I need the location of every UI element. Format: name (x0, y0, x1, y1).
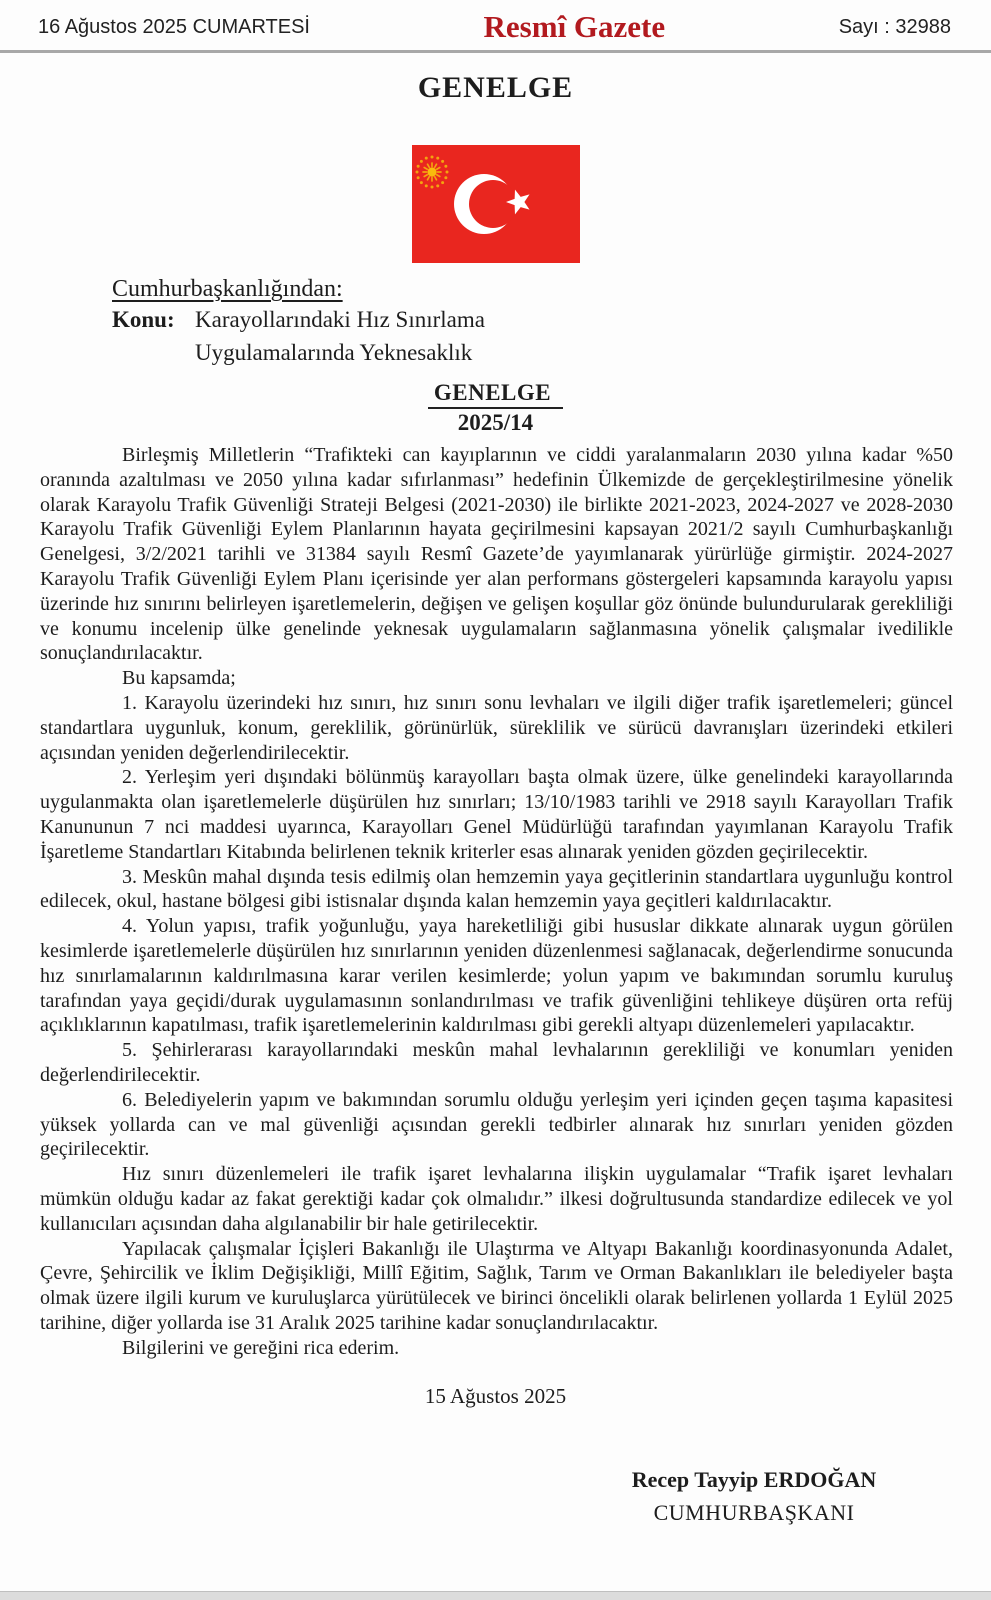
paragraph-item-4: 4. Yolun yapısı, trafik yoğunluğu, yaya hareketliliği gibi hususlar dikkate alınarak uygun görülen kesimlerde işaretlemelerle düşürülen hız sınırlarının yeniden düzenlenmesi sağlanacak, değerlendirme sonucunda hız sınırlamalarının kaldırılmasına karar verilen kesimlerde; yolun yapım ve bakımından sorumlu kuruluş tarafından yaya geçidi/durak uygulamasının sonlandırılması ve trafik güvenliğini tehlikeye düşüren orta refüj açıklıklarının kapatılması, trafik işaretlemelerinin kaldırılması gibi gerekli altyapı düzenlemeleri yapılacaktır. (40, 915, 953, 1037)
paragraph-closing: Bilgilerini ve gereğini rica ederim. (122, 1336, 400, 1359)
signer-name: Recep Tayyip ERDOĞAN (631, 1467, 877, 1493)
subject-line-2: Uygulamalarında Yeknesaklık (195, 340, 473, 365)
issuer-line: Cumhurbaşkanlığından: (112, 276, 343, 302)
scan-edge-bar (0, 1591, 991, 1600)
turkish-flag-icon (412, 145, 580, 263)
paragraph-item-5: 5. Şehirlerarası karayollarındaki meskûn mahal levhalarının gerekliliği ve konumları yeniden değerlendirilecektir. (40, 1039, 953, 1086)
subject-row (112, 307, 991, 333)
signer-title: CUMHURBAŞKANI (653, 1500, 855, 1526)
circular-heading (0, 380, 991, 409)
paragraph-coordination: Yapılacak çalışmalar İçişleri Bakanlığı ile Ulaştırma ve Altyapı Bakanlığı koordinasyonunda Adalet, Çevre, Şehircilik ve İklim Değişikliği, Millî Eğitim, Sağlık, Tarım ve Orman Bakanlıkları ile belediyeler başta olmak üzere ilgili kurum ve kuruluşlarca yürütülecek ve birinci öncelikli olarak belirlenen yollarda 1 Eylül 2025 tarihine, diğer yollarda ise 31 Aralık 2025 tarihine kadar sonuçlandırılacaktır. (40, 1237, 953, 1334)
subject-label: Konu: (112, 307, 175, 332)
signature-block (574, 1467, 934, 1526)
subject-line-1: Karayollarındaki Hız Sınırlama (195, 307, 485, 332)
paragraph-item-3: 3. Meskûn mahal dışında tesis edilmiş olan hemzemin yaya geçitlerinin standartlara uygunluğu kontrol edilecek, okul, hastane bölgesi gibi istisnalar dışında kalan hemzemin yaya geçitleri kaldırılacaktır. (40, 865, 953, 913)
flag-container (0, 145, 991, 263)
signature-date: 15 Ağustos 2025 (424, 1384, 567, 1409)
paragraph-signs-principle: Hız sınırı düzenlemeleri ile trafik işaret levhalarına ilişkin uygulamalar “Trafik işaret levhaları mümkün olduğu kadar az fakat gerektiği kadar çok olmalıdır.” ilkesi doğrultusunda standardize edilecek ve yol kullanıcıları açısından daha algılanabilir bir hale getirilecektir. (40, 1163, 953, 1235)
paragraph-item-6: 6. Belediyelerin yapım ve bakımından sorumlu olduğu yerleşim yeri içinden geçen taşıma kapasitesi yüksek yollarda can ve mal güvenliği açısından gerekli tedbirler alınarak hız sınırları yeniden gözden geçirilecektir. (40, 1088, 953, 1161)
paragraph-item-1: 1. Karayolu üzerindeki hız sınırı, hız sınırı sonu levhaları ve ilgili diğer trafik işaretlemeleri; güncel standartlara uygunluk, konum, gereklilik, görünürlük, süreklilik ve sürücü davranışları üzerindeki etkileri açısından yeniden değerlendirilecektir. (40, 691, 953, 764)
circular-title: GENELGE (428, 380, 563, 409)
paragraph-item-2: 2. Yerleşim yeri dışındaki bölünmüş karayolları başta olmak üzere, ülke genelindeki karayollarında uygulanmakta olan işaretlemelerle düşürülen hız sınırları; 13/10/1983 tarihli ve 2918 sayılı Karayolları Trafik Kanununun 7 nci maddesi uyarınca, Karayolları Genel Müdürlüğü tarafından yayımlanan Karayolu Trafik İşaretleme Standartları Kitabında belirlenen teknik kriterler esas alınarak yeniden gözden geçirilecektir. (40, 766, 953, 863)
masthead-date: 16 Ağustos 2025 CUMARTESİ (38, 15, 310, 38)
issue-number: Sayı : 32988 (838, 15, 951, 38)
paragraph-intro: Birleşmiş Milletlerin “Trafikteki can kayıplarının ve ciddi yaralanmaların 2030 yılına kadar %50 oranında azaltılması ve 2050 yılına kadar sıfırlanması” hedefinin Ülkemizde de gerçekleştirilmesine yönelik olarak Karayolu Trafik Güvenliği Strateji Belgesi (2021-2030) ile birlikte 2021-2023, 2024-2027 ve 2028-2030 Karayolu Trafik Güvenliği Eylem Planlarının hayata geçirilmesini kapsayan 2021/2 sayılı Cumhurbaşkanlığı Genelgesi, 3/2/2021 tarihli ve 31384 sayılı Resmî Gazete’de yayımlanarak yürürlüğe girmiştir. 2024-2027 Karayolu Trafik Güvenliği Eylem Planı içerisinde yer alan performans göstergeleri kapsamında karayolu yapısı üzerinde hız sınırını belirleyen işaretlemelerin, değişen ve gelişen koşullar göz önünde bulundurularak gerekliliği ve konumu incelenip ülke genelinde yeknesak uygulamaların sağlanmasına yönelik çalışmalar ivedilikle sonuçlandırılacaktır. (40, 444, 953, 665)
gazette-title: Resmî Gazete (483, 9, 666, 44)
document-type-title: GENELGE (417, 71, 574, 104)
masthead (0, 0, 991, 53)
circular-number: 2025/14 (457, 410, 534, 435)
body-text (40, 443, 953, 1360)
paragraph-scope-intro: Bu kapsamda; (122, 667, 236, 690)
